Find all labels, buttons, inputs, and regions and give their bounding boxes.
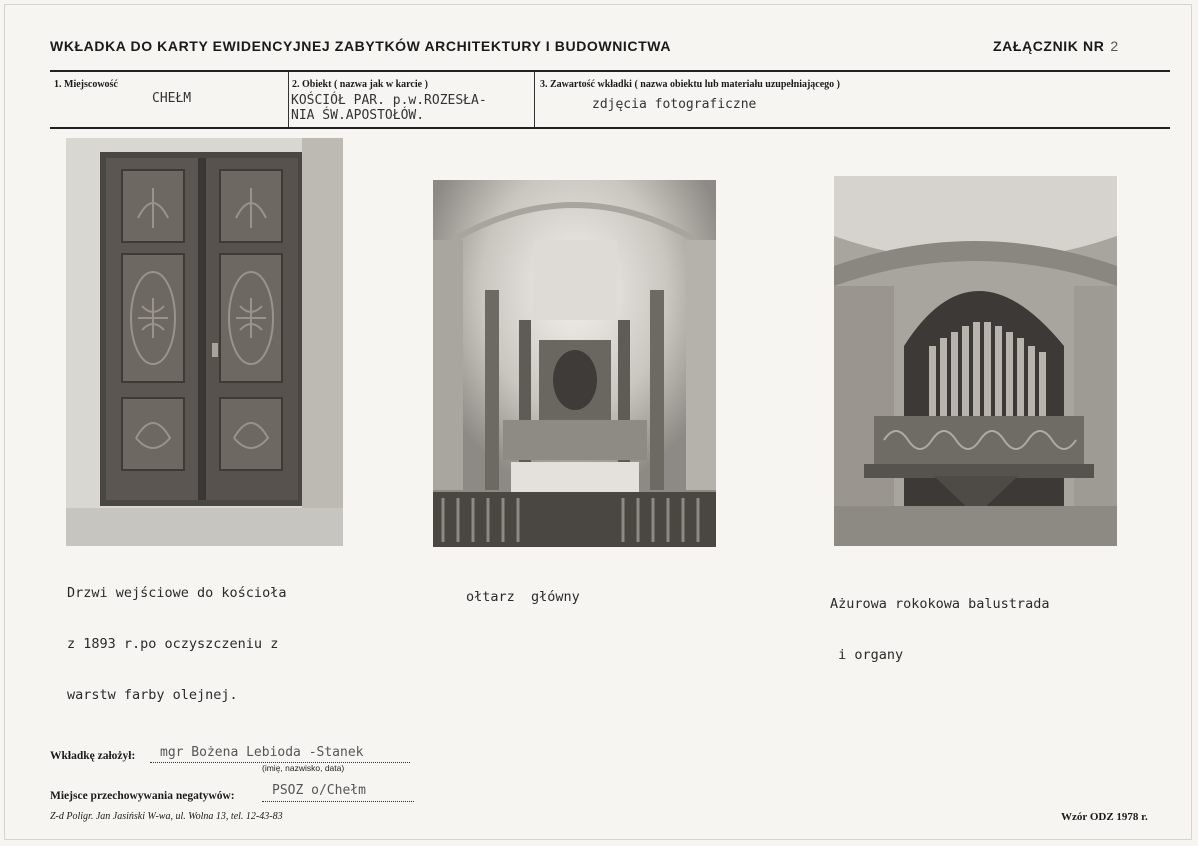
caption-organ: [830, 562, 1049, 681]
object-label: 2. Obiekt ( nazwa jak w karcie ): [292, 79, 428, 90]
negatives-label: Miejsce przechowywania negatywów:: [50, 790, 235, 802]
founder-label: Wkładkę założył:: [50, 750, 136, 762]
caption-altar-line-1: ołtarz główny: [466, 589, 580, 605]
founder-value: mgr Bożena Lebioda -Stanek: [160, 745, 364, 760]
form-title: WKŁADKA DO KARTY EWIDENCYJNEJ ZABYTKÓW ARCHITEKTURY I BUDOWNICTWA: [50, 38, 672, 54]
photo-door: [66, 138, 343, 546]
negatives-dotted-line: [262, 801, 414, 802]
photo-altar: [433, 180, 716, 547]
caption-door-line-1: Drzwi wejściowe do kościoła: [67, 585, 287, 601]
field-separator-1: [288, 72, 289, 127]
locality-value: CHEŁM: [152, 91, 192, 106]
negatives-value: PSOZ o/Chełm: [272, 783, 366, 798]
object-value-line-2: NIA ŚW.APOSTOŁÓW.: [291, 108, 425, 123]
photo-altar-image: [433, 180, 716, 547]
annex-label-text: ZAŁĄCZNIK NR: [993, 38, 1105, 54]
photo-door-image: [66, 138, 343, 546]
object-value-line-1: KOŚCIÓŁ PAR. p.w.ROZESŁA-: [291, 93, 487, 108]
locality-label: 1. Miejscowość: [54, 79, 118, 90]
photo-organ-image: [834, 176, 1117, 546]
header-rule-top: [50, 70, 1170, 72]
founder-hint: (imię, nazwisko, data): [262, 763, 345, 773]
caption-organ-line-2: i organy: [830, 647, 904, 663]
form-model: Wzór ODZ 1978 r.: [1061, 811, 1148, 823]
field-separator-2: [534, 72, 535, 127]
contents-value: zdjęcia fotograficzne: [592, 97, 757, 112]
annex-label: [993, 38, 1119, 54]
caption-altar: [466, 555, 580, 623]
caption-door: [67, 551, 286, 721]
printer-imprint: Z-d Poligr. Jan Jasiński W-wa, ul. Wolna 13, tel. 12-43-83: [50, 811, 283, 822]
annex-number: 2: [1110, 38, 1119, 54]
caption-door-line-2: z 1893 r.po oczyszczeniu z: [67, 636, 279, 652]
caption-organ-line-1: Ażurowa rokokowa balustrada: [830, 596, 1050, 612]
photo-organ: [834, 176, 1117, 546]
contents-label: 3. Zawartość wkładki ( nazwa obiektu lub materiału uzupełniającego ): [540, 79, 841, 90]
caption-door-line-3: warstw farby olejnej.: [67, 687, 238, 703]
header-rule-bottom: [50, 127, 1170, 129]
